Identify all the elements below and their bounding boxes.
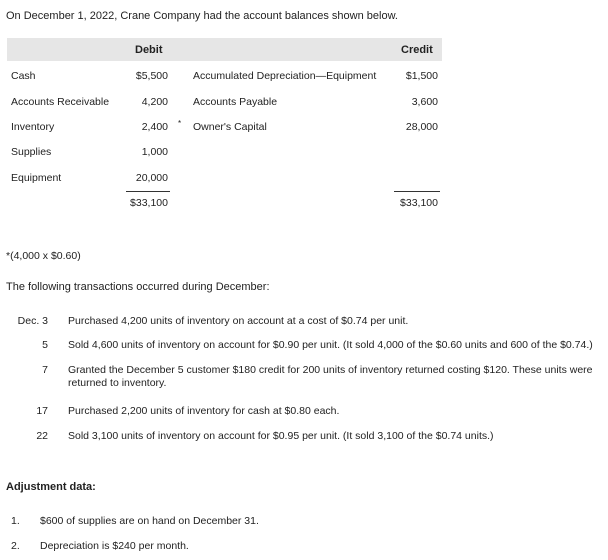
debit-total-rule [126, 191, 170, 192]
debit-amount: 20,000 [135, 172, 168, 184]
debit-amount: $5,500 [135, 70, 168, 82]
account-name: Accumulated Depreciation—Equipment [193, 70, 377, 82]
transaction-date: 22 [36, 430, 48, 442]
intro-text: On December 1, 2022, Crane Company had the account balances shown below. [6, 10, 398, 22]
transaction-text: Sold 3,100 units of inventory on account for $0.95 per unit. (It sold 3,100 of the $0.74 units.) [68, 430, 494, 442]
debit-amount: 4,200 [141, 96, 168, 108]
adjustment-number: 2. [11, 540, 20, 552]
account-name: Cash [11, 70, 36, 82]
credit-amount: 28,000 [405, 121, 438, 133]
credit-total-rule [394, 191, 440, 192]
footnote-marker: * [178, 119, 182, 128]
transaction-text: Sold 4,600 units of inventory on account for $0.90 per unit. (It sold 4,000 of the $0.60 units and 600 of the $0.74.) [68, 339, 593, 351]
adjustment-heading: Adjustment data: [6, 481, 96, 493]
footnote: *(4,000 x $0.60) [6, 250, 81, 262]
account-name: Supplies [11, 146, 52, 158]
transaction-text: Granted the December 5 customer $180 credit for 200 units of inventory returned costing $120. These units were returned to inventory. [68, 364, 593, 389]
transaction-text: Purchased 4,200 units of inventory on account at a cost of $0.74 per unit. [68, 315, 409, 327]
account-name: Inventory [11, 121, 55, 133]
transaction-date: 17 [36, 405, 48, 417]
transaction-date: 5 [42, 339, 48, 351]
account-name: Owner's Capital [193, 121, 267, 133]
adjustment-number: 1. [11, 515, 20, 527]
table-header [7, 38, 442, 61]
credit-total: $33,100 [400, 197, 438, 209]
adjustment-text: $600 of supplies are on hand on December 31. [40, 515, 259, 527]
account-name: Equipment [11, 172, 62, 184]
credit-header: Credit [401, 44, 433, 56]
debit-amount: 2,400 [141, 121, 168, 133]
transaction-date: Dec. 3 [17, 315, 48, 327]
debit-header: Debit [135, 44, 163, 56]
credit-amount: $1,500 [405, 70, 438, 82]
transaction-text: Purchased 2,200 units of inventory for cash at $0.80 each. [68, 405, 340, 417]
transactions-heading: The following transactions occurred during December: [6, 281, 270, 293]
transaction-date: 7 [42, 364, 48, 376]
credit-amount: 3,600 [411, 96, 438, 108]
account-name: Accounts Payable [193, 96, 278, 108]
account-name: Accounts Receivable [11, 96, 110, 108]
debit-amount: 1,000 [141, 146, 168, 158]
debit-total: $33,100 [130, 197, 168, 209]
adjustment-text: Depreciation is $240 per month. [40, 540, 189, 552]
